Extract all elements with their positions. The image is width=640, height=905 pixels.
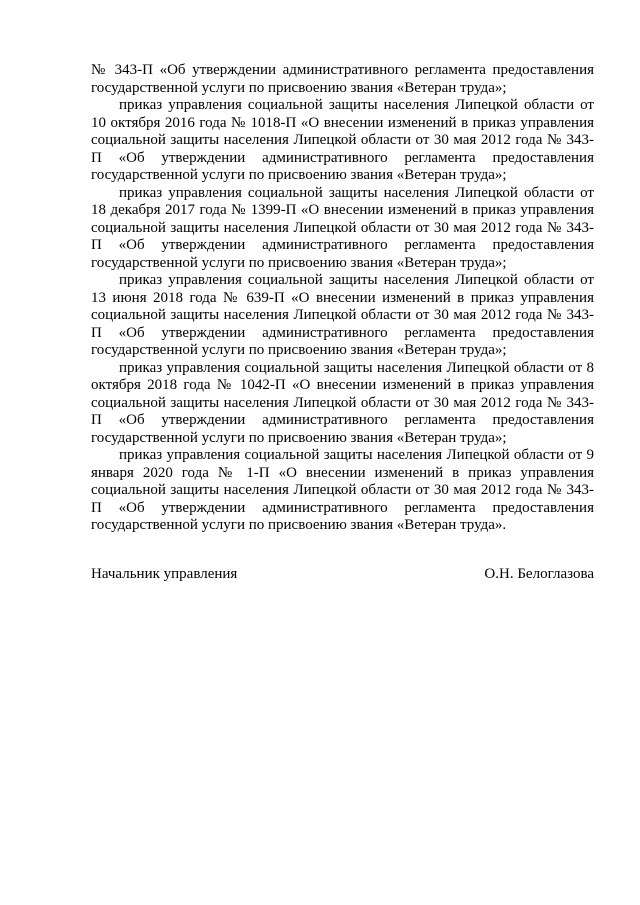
paragraph-order-2016: приказ управления социальной защиты населения Липецкой области от 10 октября 2016 года № 1018-П «О внесении изменений в приказ управления социальной защиты населения Липецкой области от 30 мая 2012 года № 343-П «Об утверждении административного регламента предоставления государственной услуги по присвоению звания «Ветеран труда»; bbox=[91, 97, 594, 183]
paragraph-order-2020: приказ управления социальной защиты населения Липецкой области от 9 января 2020 года № 1-П «О внесении изменений в приказ управления социальной защиты населения Липецкой области от 30 мая 2012 года № 343-П «Об утверждении административного регламента предоставления государственной услуги по присвоению звания «Ветеран труда». bbox=[91, 447, 594, 533]
signatory-name: О.Н. Белоглазова bbox=[484, 566, 594, 582]
signatory-position: Начальник управления bbox=[91, 566, 238, 582]
paragraph-order-2017: приказ управления социальной защиты населения Липецкой области от 18 декабря 2017 года № 1399-П «О внесении изменений в приказ управления социальной защиты населения Липецкой области от 30 мая 2012 года № 343-П «Об утверждении административного регламента предоставления государственной услуги по присвоению звания «Ветеран труда»; bbox=[91, 184, 594, 271]
signature-block bbox=[91, 566, 594, 584]
paragraph-order-october-2018: приказ управления социальной защиты населения Липецкой области от 8 октября 2018 года № 1042-П «О внесении изменений в приказ управления социальной защиты населения Липецкой области от 30 мая 2012 года № 343-П «Об утверждении административного регламента предоставления государственной услуги по присвоению звания «Ветеран труда»; bbox=[91, 359, 594, 446]
paragraph-order-june-2018: приказ управления социальной защиты населения Липецкой области от 13 июня 2018 года № 639-П «О внесении изменений в приказ управления социальной защиты населения Липецкой области от 30 мая 2012 года № 343-П «Об утверждении административного регламента предоставления государственной услуги по присвоению звания «Ветеран труда»; bbox=[91, 272, 594, 358]
paragraph-continuation: № 343-П «Об утверждении административного регламента предоставления государственной услуги по присвоению звания «Ветеран труда»; bbox=[91, 62, 594, 96]
document-body bbox=[91, 62, 594, 535]
